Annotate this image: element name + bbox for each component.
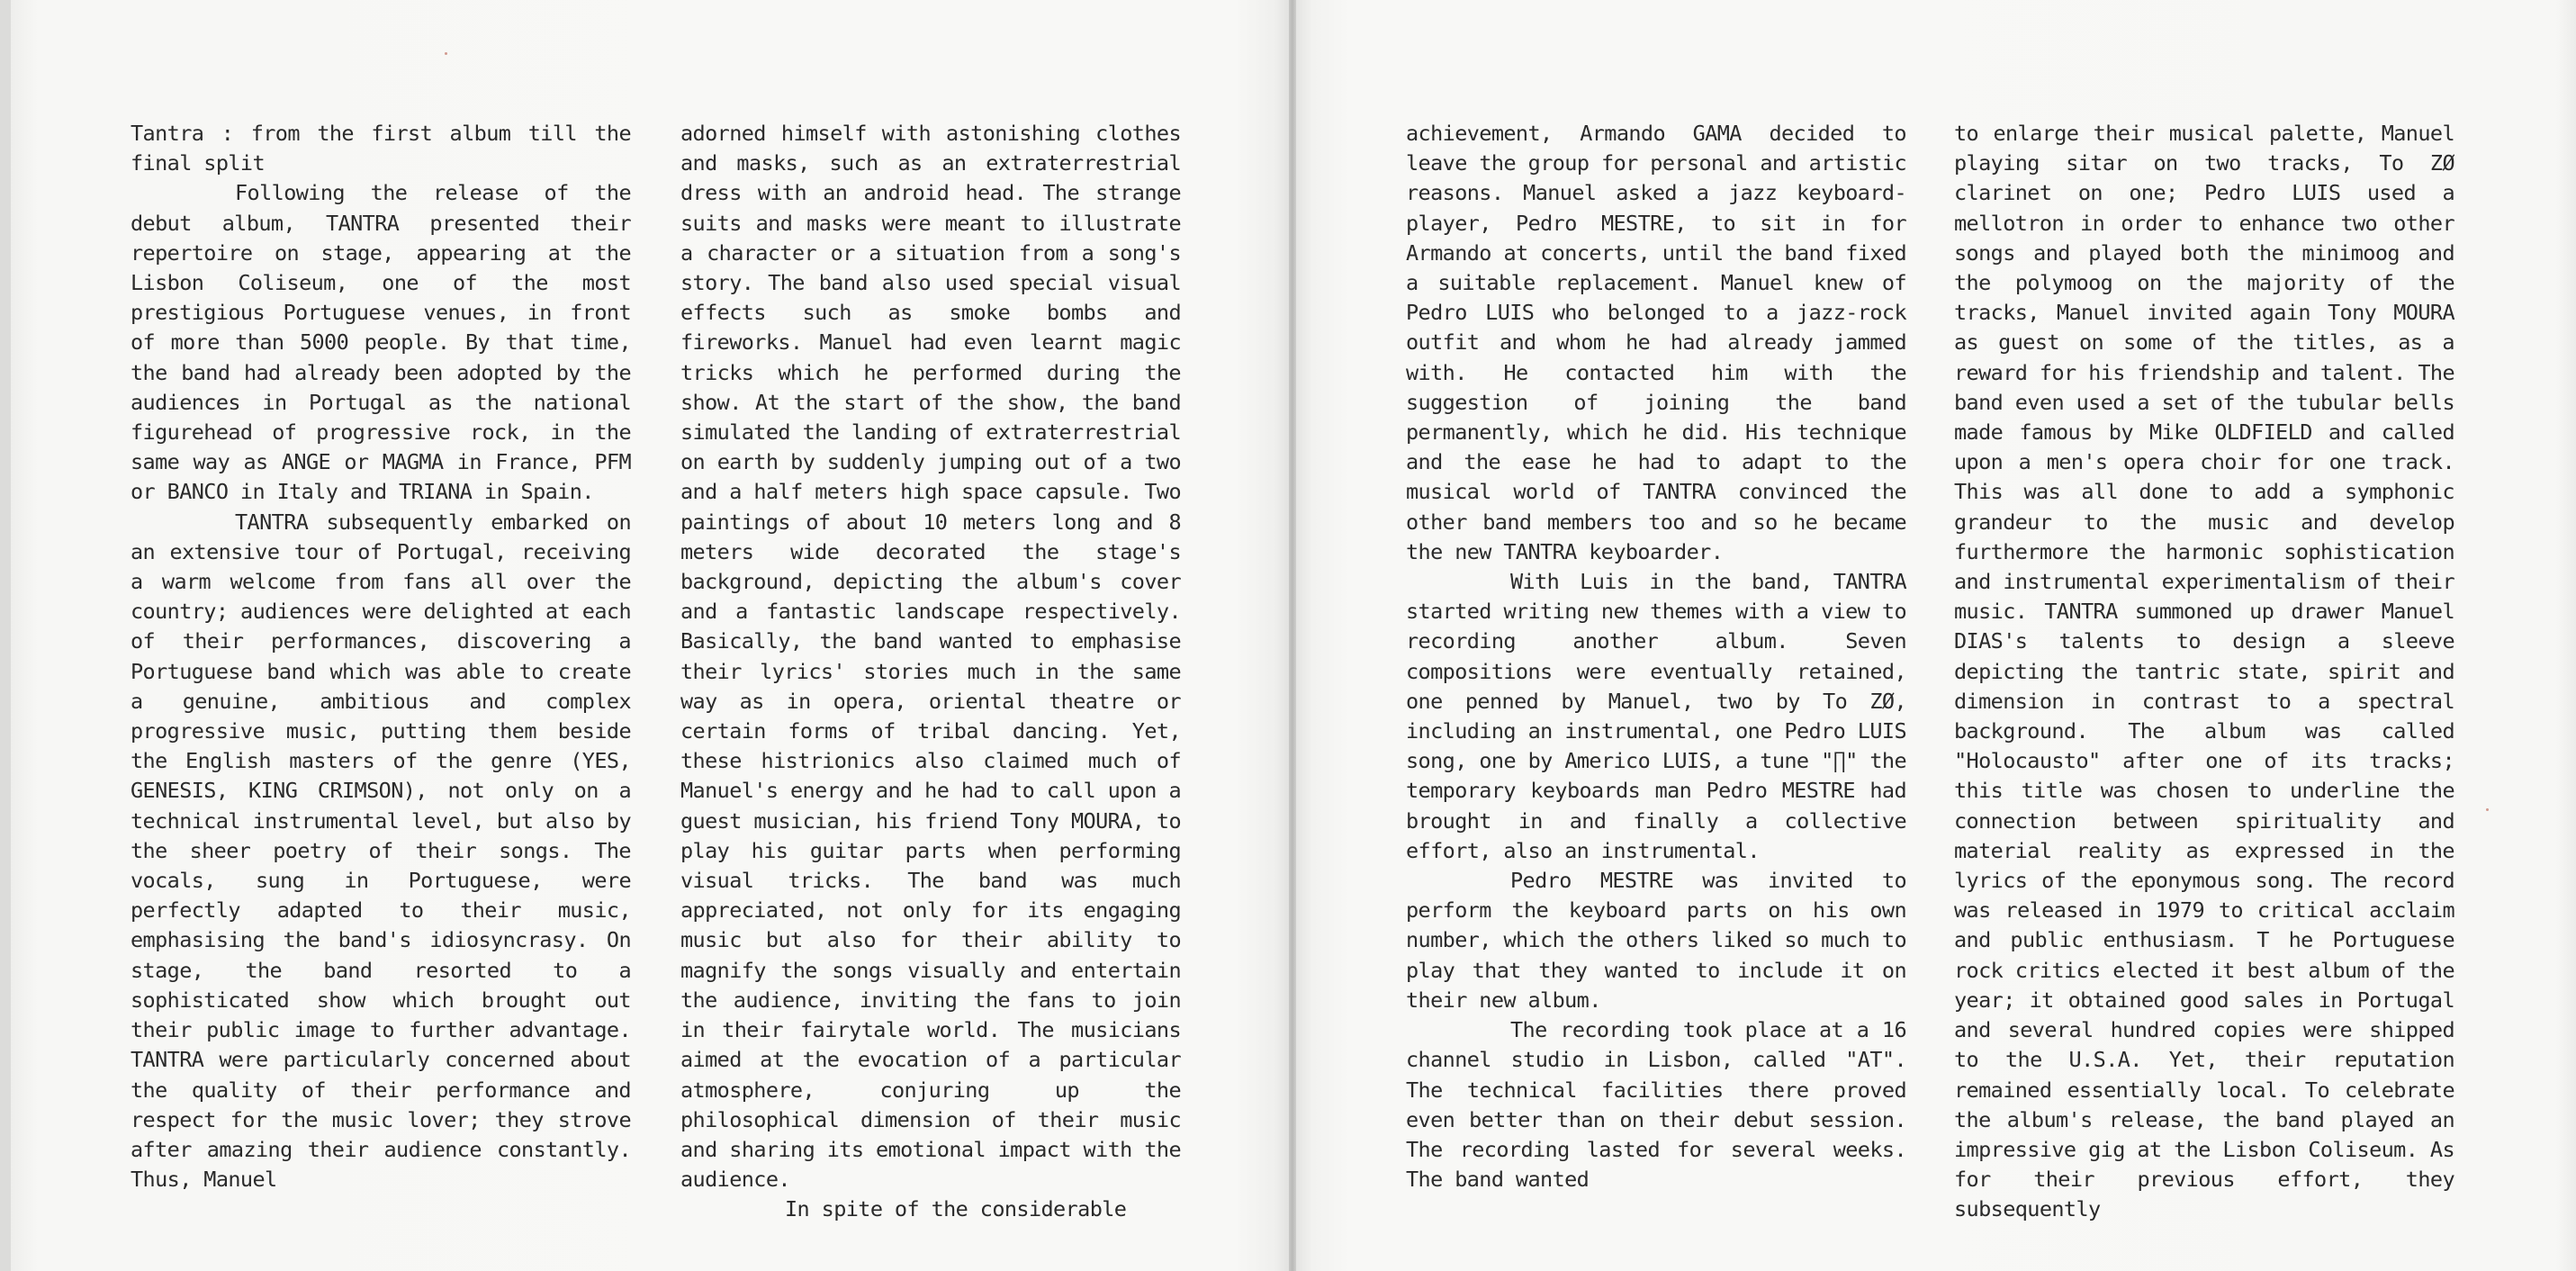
paragraph: to enlarge their musical palette, Manuel playing sitar on two tracks, To ZØ clarinet on one; Pedro LUIS used a mellotron in order to enhance two other songs and played both the minimoog and the polymoog on the majority of the tracks, Manuel invited again Tony MOURA as guest on some of the titles, as a reward for his friendship and talent. The band even used a set of the tubular bells made famous by Mike OLDFIELD and called upon a men's opera choir for one track. This was all done to add a symphonic grandeur to the music and develop furthermore the harmonic sophistication and instrumental experimentalism of their music. TANTRA summoned up drawer Manuel DIAS's talents to design a sleeve depicting the tantric state, spirit and dimension in contrast to a spectral background. The album was called "Holocausto" after one of its tracks; this title was chosen to underline the connection between spirituality and material reality as expressed in the lyrics of the eponymous song. The record was released in 1979 to critical acclaim and public enthusiasm. T he Portuguese rock critics elected it best album of the year; it obtained good sales in Portugal and several hundred copies were shipped to the U.S.A. Yet, their reputation remained essentially local. To celebrate the album's release, the band played an impressive gig at the Lisbon Coliseum. As for their previous effort, they subsequently — [1954, 121, 2454, 1222]
paragraph: The recording took place at a 16 channel studio in Lisbon, called "AT". The technical facilities there proved even better than on their debut session. The recording lasted for several weeks. The band wanted — [1406, 1017, 1906, 1193]
paragraph: In spite of the considerable — [785, 1196, 1127, 1222]
paragraph: With Luis in the band, TANTRA started writing new themes with a view to recording another album. Seven compositions were eventually retained, one penned by Manuel, two by To ZØ, including an instrumental, one Pedro LUIS song, one by Americo LUIS, a tune "∏" the temporary keyboards man Pedro MESTRE had brought in and finally a collective effort, also an instrumental. — [1406, 569, 1906, 863]
paragraph: Pedro MESTRE was invited to perform the keyboard parts on his own number, which the others liked so much to play that they wanted to include it on their new album. — [1406, 868, 1906, 1013]
left-page-column-1 — [131, 119, 631, 1194]
paragraph: adorned himself with astonishing clothes and masks, such as an extraterrestrial dress with an android head. The strange suits and masks were meant to illustrate a character or a situation from a song's story. The band also used special visual effects such as smoke bombs and fireworks. Manuel had even learnt magic tricks which he performed during the show. At the start of the show, the band simulated the landing of extraterrestrial on earth by suddenly jumping out of a two and a half meters high space capsule. Two paintings of about 10 meters long and 8 meters wide decorated the stage's background, depicting the album's cover and a fantastic landscape respectively. Basically, the band wanted to emphasise their lyrics' stories much in the same way as in opera, oriental theatre or certain forms of tribal dancing. Yet, these histrionics also claimed much of Manuel's energy and he had to call upon a guest musician, his friend Tony MOURA, to play his guitar parts when performing visual tricks. The band was much appreciated, not only for its engaging music but also for their ability to magnify the songs visually and entertain the audience, inviting the fans to join in their fairytale world. The musicians aimed at the evocation of a particular atmosphere, conjuring up the philosophical dimension of their music and sharing its emotional impact with the audience. — [680, 121, 1181, 1193]
left-page-column-2 — [680, 119, 1181, 1225]
paragraph: Following the release of the debut album, TANTRA presented their repertoire on stage, appearing at the Lisbon Coliseum, one of the most prestigious Portuguese venues, in front of more than 5000 people. By that time, the band had already been adopted by the audiences in Portugal as the national figurehead of progressive rock, in the same way as ANGE or MAGMA in France, PFM or BANCO in Italy and TRIANA in Spain. — [131, 180, 631, 505]
paragraph: achievement, Armando GAMA decided to leave the group for personal and artistic reasons. Manuel asked a jazz keyboard-player, Pedro MESTRE, to sit in for Armando at concerts, until the band fixed a suitable replacement. Manuel knew of Pedro LUIS who belonged to a jazz-rock outfit and whom he had already jammed with. He contacted him with the suggestion of joining the band permanently, which he did. His technique and the ease he had to adapt to the musical world of TANTRA convinced the other band members too and so he became the new TANTRA keyboarder. — [1406, 121, 1906, 564]
paper-speck — [445, 52, 447, 55]
paragraph: TANTRA subsequently embarked on an extensive tour of Portugal, receiving a warm welcome from fans all over the country; audiences were delighted at each of their performances, discovering a Portuguese band which was able to create a genuine, ambitious and complex progressive music, putting them beside the English masters of the genre (YES, GENESIS, KING CRIMSON), not only on a technical instrumental level, but also by the sheer poetry of their songs. The vocals, sung in Portuguese, were perfectly adapted to their music, emphasising the band's idiosyncrasy. On stage, the band resorted to a sophisticated show which brought out their public image to further advantage. TANTRA were particularly concerned about the quality of their performance and respect for the music lover; they strove after amazing their audience constantly. Thus, Manuel — [131, 509, 631, 1193]
right-page-column-1 — [1406, 119, 1906, 1194]
page-gutter — [1289, 0, 1296, 1271]
paper-speck — [2486, 808, 2489, 811]
article-heading: Tantra : from the first album till the final split — [131, 121, 631, 176]
right-page-column-2 — [1954, 119, 2454, 1225]
